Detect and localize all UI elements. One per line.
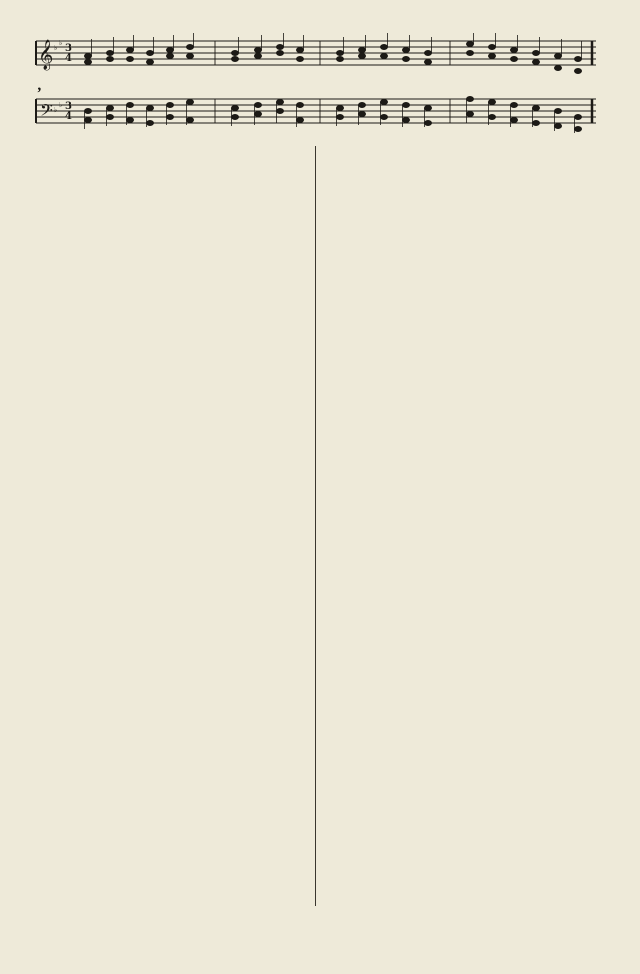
svg-text:4: 4 <box>65 111 72 122</box>
svg-text:♭: ♭ <box>54 106 58 114</box>
tune-name <box>34 13 41 25</box>
svg-text:3: 3 <box>65 43 72 54</box>
column-divider <box>315 146 316 906</box>
svg-text:♭: ♭ <box>54 44 58 52</box>
svg-text:3: 3 <box>65 101 72 112</box>
svg-text:♭: ♭ <box>59 101 63 109</box>
svg-text:𝄞: 𝄞 <box>38 40 54 70</box>
key-label: , <box>38 77 42 94</box>
svg-text:4: 4 <box>65 53 72 64</box>
svg-text:𝄢: 𝄢 <box>40 100 53 124</box>
svg-text:♭: ♭ <box>59 39 63 47</box>
music-score <box>30 33 598 137</box>
